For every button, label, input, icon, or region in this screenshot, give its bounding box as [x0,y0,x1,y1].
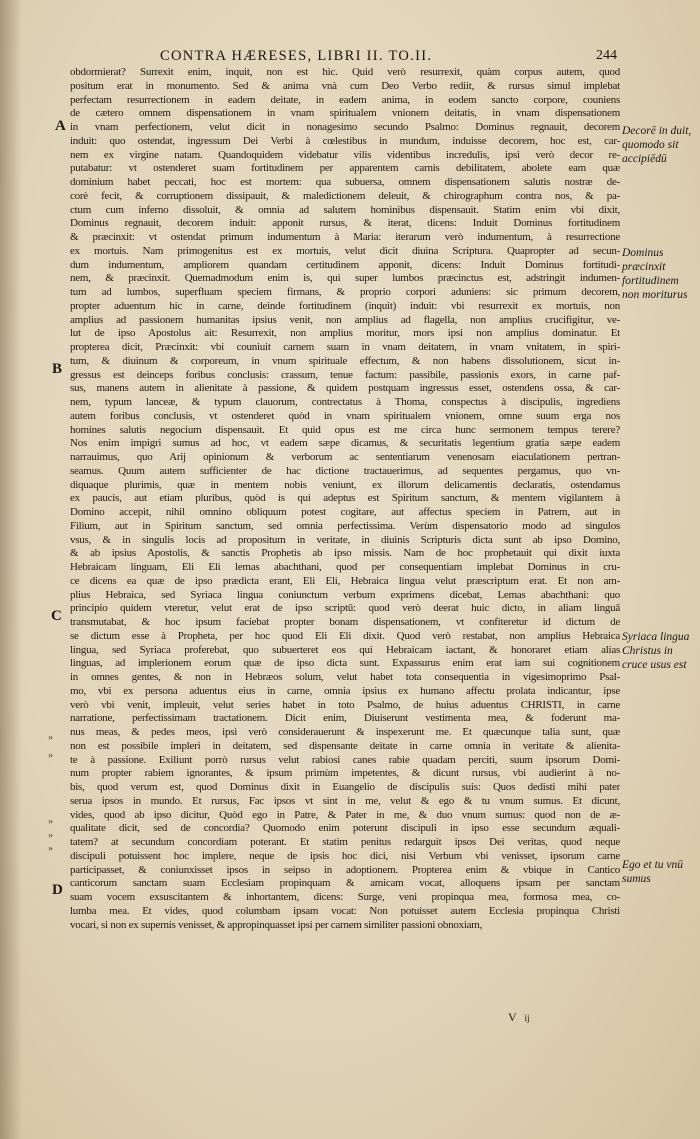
text-line: nem, typum lanceæ, & typum clauorum, contrectatus à Thoma, conspectus à discipulis, ingrediens [70,396,620,408]
text-line: tatem? at secundum concordiam poterant. Et statim penitus redarguit ipsos Dei veritas, quod neque [70,836,620,848]
margin-note: Ego et tu vnū sumus [622,859,683,885]
text-line: mo, vbi ex persona aduentus eius in carne, omnia ipsius ex humano affectu prolata indicantur, ipse [70,684,620,697]
text-line: vsus, & in singulis locis ad propositum in veritate, in diuinis Scripturis dicta sunt ab ipso Domino, [70,533,620,546]
margin-note: Decorē in duit, quomodo sit accipiēdū [622,125,692,165]
text-line: lumba mea. Et vides, quod columbam ipsam vocat: Non potuisset autem Ecclesia propinqua Christi [70,904,620,917]
section-letter-a: A [55,118,66,134]
section-letter-c: C [51,608,62,624]
text-line: Domino accepit, nihil omnino obliquum potest cogitare, aut affectus speciem in Patrem, aut in [70,506,620,518]
binding-shadow [0,0,22,1139]
text-line: de cætero omnem dispensationem in vnam spiritualem vnionem deitatis, in vnam dispensationem [70,107,620,120]
quote-mark: ›› [48,830,52,840]
page-number: 244 [596,48,617,63]
text-line: Filium, aut in Spiritum sanctum, sed omnia perfectissima. Verùm dispensatorio modo ad singulos [70,519,620,532]
text-line: principio quidem vteretur, velut erat de ipso scriptū: quod verò deerat huic dicto, in aliam linguā [70,602,620,615]
text-line: vides, quod ab ipso dicitur, Quòd ego in Patre, & Pater in me, & duo vnum sumus: quod non de æ- [70,808,620,821]
quote-mark: ›› [48,816,52,826]
text-line: ce dicens ea quæ de ipso prædicta erant, Eli Eli, Hebraica lingua velut præscriptum erat. Et non am- [70,574,620,587]
quote-mark: ›› [48,732,52,742]
text-line: amplius ad passionem humanitas ipsius venit, non amplius ad flagella, non amplius crucifigitur, ve- [70,313,620,326]
text-line: ex paucis, aut etiam pluribus, quòd is qui adeptus est Spiritum sanctum, & mentem vigilantem à [70,492,620,505]
signature-letter: V [508,1010,517,1024]
text-line: propter aduentum hic in carne, deinde fortitudinem (inquit) induit: vbi resurrexit ex mortuis, non [70,299,620,312]
text-line: seamus. Quum autem sufficienter de hac dictione tractauerimus, ad sequentes pergamus, quo vn- [70,464,620,477]
text-line: Dominus regnauit, decorem induit: apponit rursus, & iterat, dicens: Induit Dominus fortitudinem [70,217,620,230]
text-line: diquaque plurimis, quæ in mentem nobis veniunt, ex illorum delicamentis declaratis, ostendamus [70,478,620,491]
text-line: tum ad lumbos, superfluam speciem firmans, & proprio corpori aduniens: sic primum decorem, [70,286,620,298]
text-line: sus, manens autem in alienitate à passione, & quidem postquam ingressus esset, ostendens ossa, & car- [70,382,620,395]
text-line: canticorum sanctam suam Ecclesiam propinquam & amicam vocat, alloquens ipsam per sanctam [70,877,620,890]
text-line: corè fecit, & corruptionem dissipauit, & maledictionem deleuit, & chirographum contra nos, & pa- [70,189,620,202]
text-line: propterea dicit, Præcinxit: vbi couniuit carnem suam in vnam deitatem, in vnam vnitatem, in spiri- [70,341,620,353]
text-line: discipuli potuissent hoc implere, neque de ipsis hoc dici, nisi Verbum vbi venisset, ipsorum carne [70,849,620,862]
signature-mark [508,1010,529,1025]
text-line: bis, quod verum est, quod Dominus dixit in Euangelio de discipulis suis: Quos dedisti mihi pater [70,781,620,793]
text-line: transmutabat, & hoc ipsum faciebat propter bonam dispensationem, vt confiteretur id dictum de [70,616,620,628]
text-line: num propter rabiem ignorantes, & ipsum primùm impetentes, & dicunt rursus, vbi audierint à no- [70,767,620,780]
text-line: qualitate dicit, sed de concordia? Quomodo enim poterunt discipuli in ipso esse secundum æquali- [70,822,620,835]
text-line: dum indumentum, ampliorem quandam certitudinem apponit, dicens: Induit Dominus fortitudi- [70,258,620,271]
quote-mark: ›› [48,843,52,853]
text-line: tum, & diuinum & corporeum, in vnum spirituale effectum, & non habens dissolutionem, sicut in- [70,354,620,367]
text-line: verò vbi venit, impleuit, velut series habet in toto Psalmo, de huius aduentus CHRISTI, in carne [70,698,620,711]
text-line: in vnam perfectionem, velut dicit in nonagesimo secundo Psalmo: Dominus regnauit, decorem [70,121,620,133]
text-line: serua ipsos in mundo. Et rursus, Fac ipsos vt sint in me, velut & ego & tu vnum sumus. Et dicunt, [70,794,620,807]
text-line: narrauimus, quo Arij opinionum & verborum ac sententiarum venenosam eiaculationem pertran- [70,451,620,463]
text-line: & ab ipsius Apostolis, & sanctis Prophetis ab ipso missis. Nam de hoc prophetauit qui dixit iuxta [70,547,620,560]
section-letter-d: D [52,882,63,898]
text-line: & præcinxit: vt ostendat primum indumentum à Maria: iterarum verò indumentum, à resurrectione [70,231,620,243]
text-line: induit: quo ostendat, ingressum Dei Verbi à cœlestibus in mundum, induisse decorem, hoc est, car- [70,134,620,147]
signature-sub: ij [524,1013,530,1023]
text-line: nus meas, & pedes meos, ipsi verò considerauerunt & inspexerunt me. Et quæcunque talia sunt, quæ [70,726,620,738]
text-line: positum erat in monumento. Sed & anima vnà cum Deo Verbo rediit, & rursus simul implebat [70,79,620,92]
text-line: te à passione. Exiliunt porrò rursus velut rabiosi canes rabie quadam perciti, suum ipsorum Domi- [70,753,620,766]
margin-note: Syriaca lingua Christus in cruce usus est [622,631,690,671]
text-line: ctum cum inferno dissoluit, & omnia ad salutem hominibus dispensauit. Statim enim vbi dixit, [70,203,620,216]
text-line: linguas, ad implerionem eorum quæ de ipso dicta sunt. Expassurus enim erat iam sui cognitionem [70,657,620,670]
text-line: in omnes gentes, & non in Hebræos solum, velut habet tota consequentia in vigesimoprimo Psal- [70,671,620,683]
text-line: plius Hebraica, sed Syriaca lingua coniunctum verbum exprimens dicebat, Lemas abachthani: quo [70,588,620,601]
text-line: se dictum esse à Propheta, per hoc quod Eli Eli dixit. Quod verò restabat, non amplius Hebraica [70,629,620,642]
margin-note: Dominus præcinxit fortitudinem non moriturus [622,247,688,301]
text-line: vocari, si non ex supernis venisset, & appropinquasset ipsi per carnem similiter passioni obnoxiam, [70,918,483,931]
text-line: lut de ipso Apostolus ait: Resurrexit, non amplius moritur, mors ipsi non amplius dominatur. Et [70,327,620,340]
text-line: putabatur: vt ostenderet suam fortitudinem per apparentem carnis debilitatem, abolete eam quæ [70,162,620,175]
section-letter-b: B [52,361,63,377]
text-line: gressus est deinceps foribus conclusis: crassum, tenue factum: passibile, passionis exors, in carne paf- [70,368,620,381]
text-line: narratione, perfectissimam tractationem. Dicit enim, Diuiserunt vestimenta mea, & foderunt ma- [70,712,620,725]
running-head: CONTRA HÆRESES, LIBRI II. TO.II. [160,48,433,64]
text-line: homines salutis negocium dispensauit. Et quid opus est me circa hunc sermonem tempus terere? [70,423,620,436]
text-line: lingua, sed Syriaca proferebat, quo subuerteret eos qui Hebraicam iactant, & honoraret etiam alias [70,643,620,656]
text-line: autem foribus conclusis, vt ostenderet quòd in vnam spiritualem vnionem, omne suum erga nos [70,409,620,422]
text-line: non est possibile impleri in deitatem, sed dispensante deitate in carne omnia in veritate & alienita- [70,739,620,752]
text-line: perfectam resurrectionem in eadem deitate, in eadem anima, in eodem sancto corpore, couniens [70,93,620,106]
quote-mark: ›› [48,750,52,760]
text-line: Nos enim impigri sumus ad hoc, vt eadem sæpe dicamus, & securitatis legentium gratia sæpe eadem [70,437,620,450]
body-text [70,66,620,932]
text-line: obdormierat? Surrexit enim, inquit, non est hic. Quid verò resurrexit, quàm corpus autem, quod [70,66,620,78]
text-line: suam vocem exsuscitantem & inhortantem, dicens: Surge, veni propinqua mea, formosa mea, co- [70,891,620,903]
text-line: Hebraicam linguam, Eli Eli lemas abachthani, quod per consequentiam implebat Dominus in cru- [70,561,620,573]
text-line: ex mortuis. Nam primogenitus est ex mortuis, velut dicit diuina Scriptura. Quapropter ad secun- [70,244,620,257]
text-line: nem, & præcinxit. Quemadmodum enim is, qui super lumbos præcinctus est, adstringit indumen- [70,272,620,285]
text-line: dominium habet peccati, hoc est mortem: qua subuersa, omnem dispensationem salutis nostræ de- [70,176,620,188]
text-line: participasset, & coniunxisset ipsos in seipso in adoptionem. Propterea enim & vbique in Cantico [70,863,620,876]
text-line: nem ex virgine natam. Quandoquidem videbatur vilis videntibus incredulis, ipsi verò decor re- [70,148,620,161]
